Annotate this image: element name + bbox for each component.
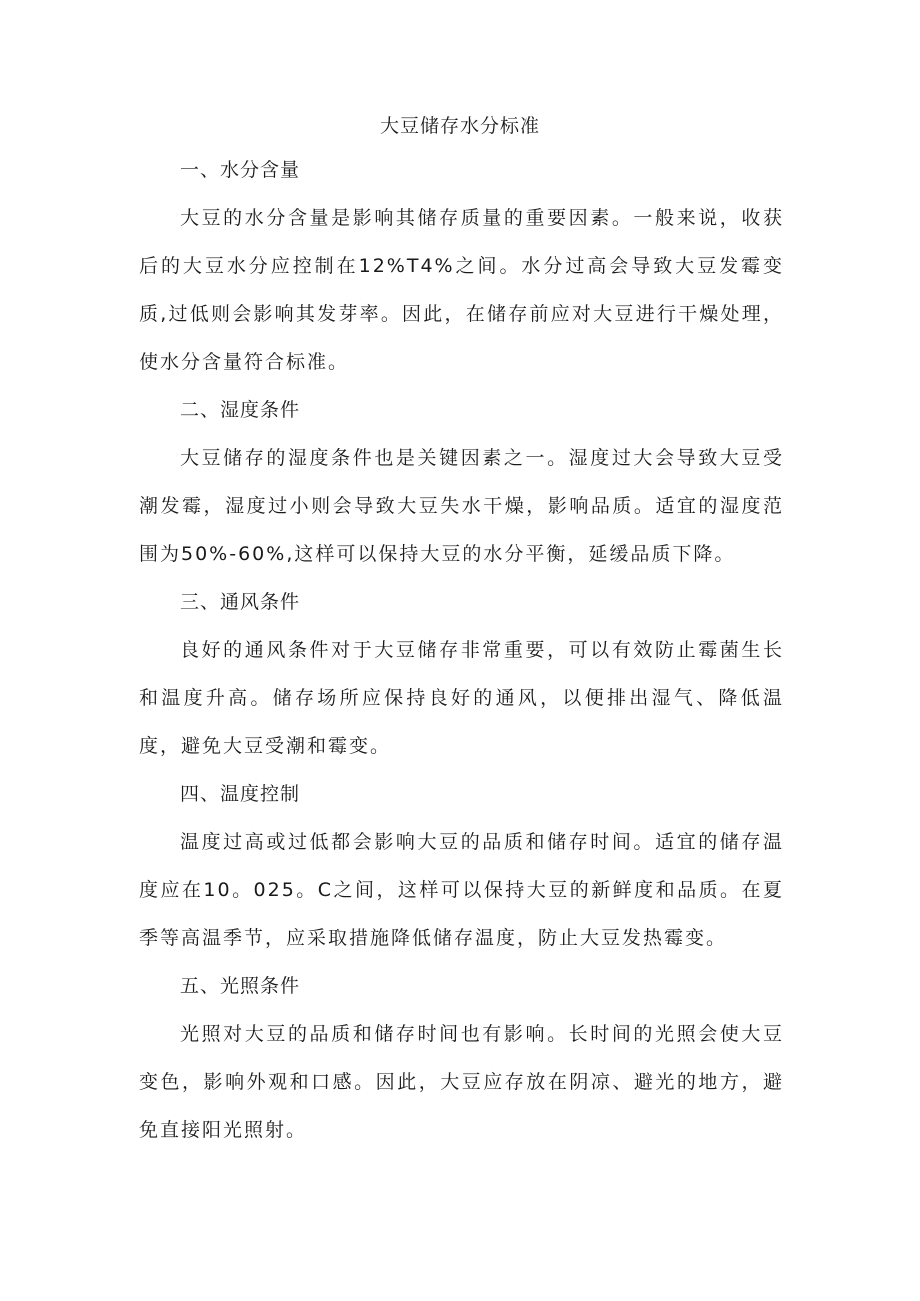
section-heading-moisture: 一、水分含量 xyxy=(180,159,301,181)
section-heading-ventilation: 三、通风条件 xyxy=(180,591,301,613)
section-text-lighting: 光照对大豆的品质和储存时间也有影响。长时间的光照会使大豆变色，影响外观和口感。因此，大豆应存放在阴凉、避光的地方，避免直接阳光照射。 xyxy=(139,1023,784,1141)
document-title: 大豆储存水分标准 xyxy=(379,115,540,137)
section-heading-humidity: 二、湿度条件 xyxy=(180,399,301,421)
section-text-humidity: 大豆储存的湿度条件也是关键因素之一。湿度过大会导致大豆受潮发霉，湿度过小则会导致大豆失水干燥，影响品质。适宜的湿度范围为50%-60%,这样可以保持大豆的水分平衡，延缓品质下降。 xyxy=(139,447,784,565)
section-heading-lighting: 五、光照条件 xyxy=(180,975,301,997)
section-heading-temperature: 四、温度控制 xyxy=(180,783,301,805)
section-text-moisture: 大豆的水分含量是影响其储存质量的重要因素。一般来说，收获后的大豆水分应控制在12%T4%之间。水分过高会导致大豆发霉变质,过低则会影响其发芽率。因此，在储存前应对大豆进行干燥处理，使水分含量符合标准。 xyxy=(139,207,784,373)
section-text-ventilation: 良好的通风条件对于大豆储存非常重要，可以有效防止霉菌生长和温度升高。储存场所应保持良好的通风，以便排出湿气、降低温度，避免大豆受潮和霉变。 xyxy=(139,639,784,757)
document-body xyxy=(139,146,784,1154)
section-text-temperature: 温度过高或过低都会影响大豆的品质和储存时间。适宜的储存温度应在10。025。C之间，这样可以保持大豆的新鲜度和品质。在夏季等高温季节，应采取措施降低储存温度，防止大豆发热霉变。 xyxy=(139,831,784,949)
